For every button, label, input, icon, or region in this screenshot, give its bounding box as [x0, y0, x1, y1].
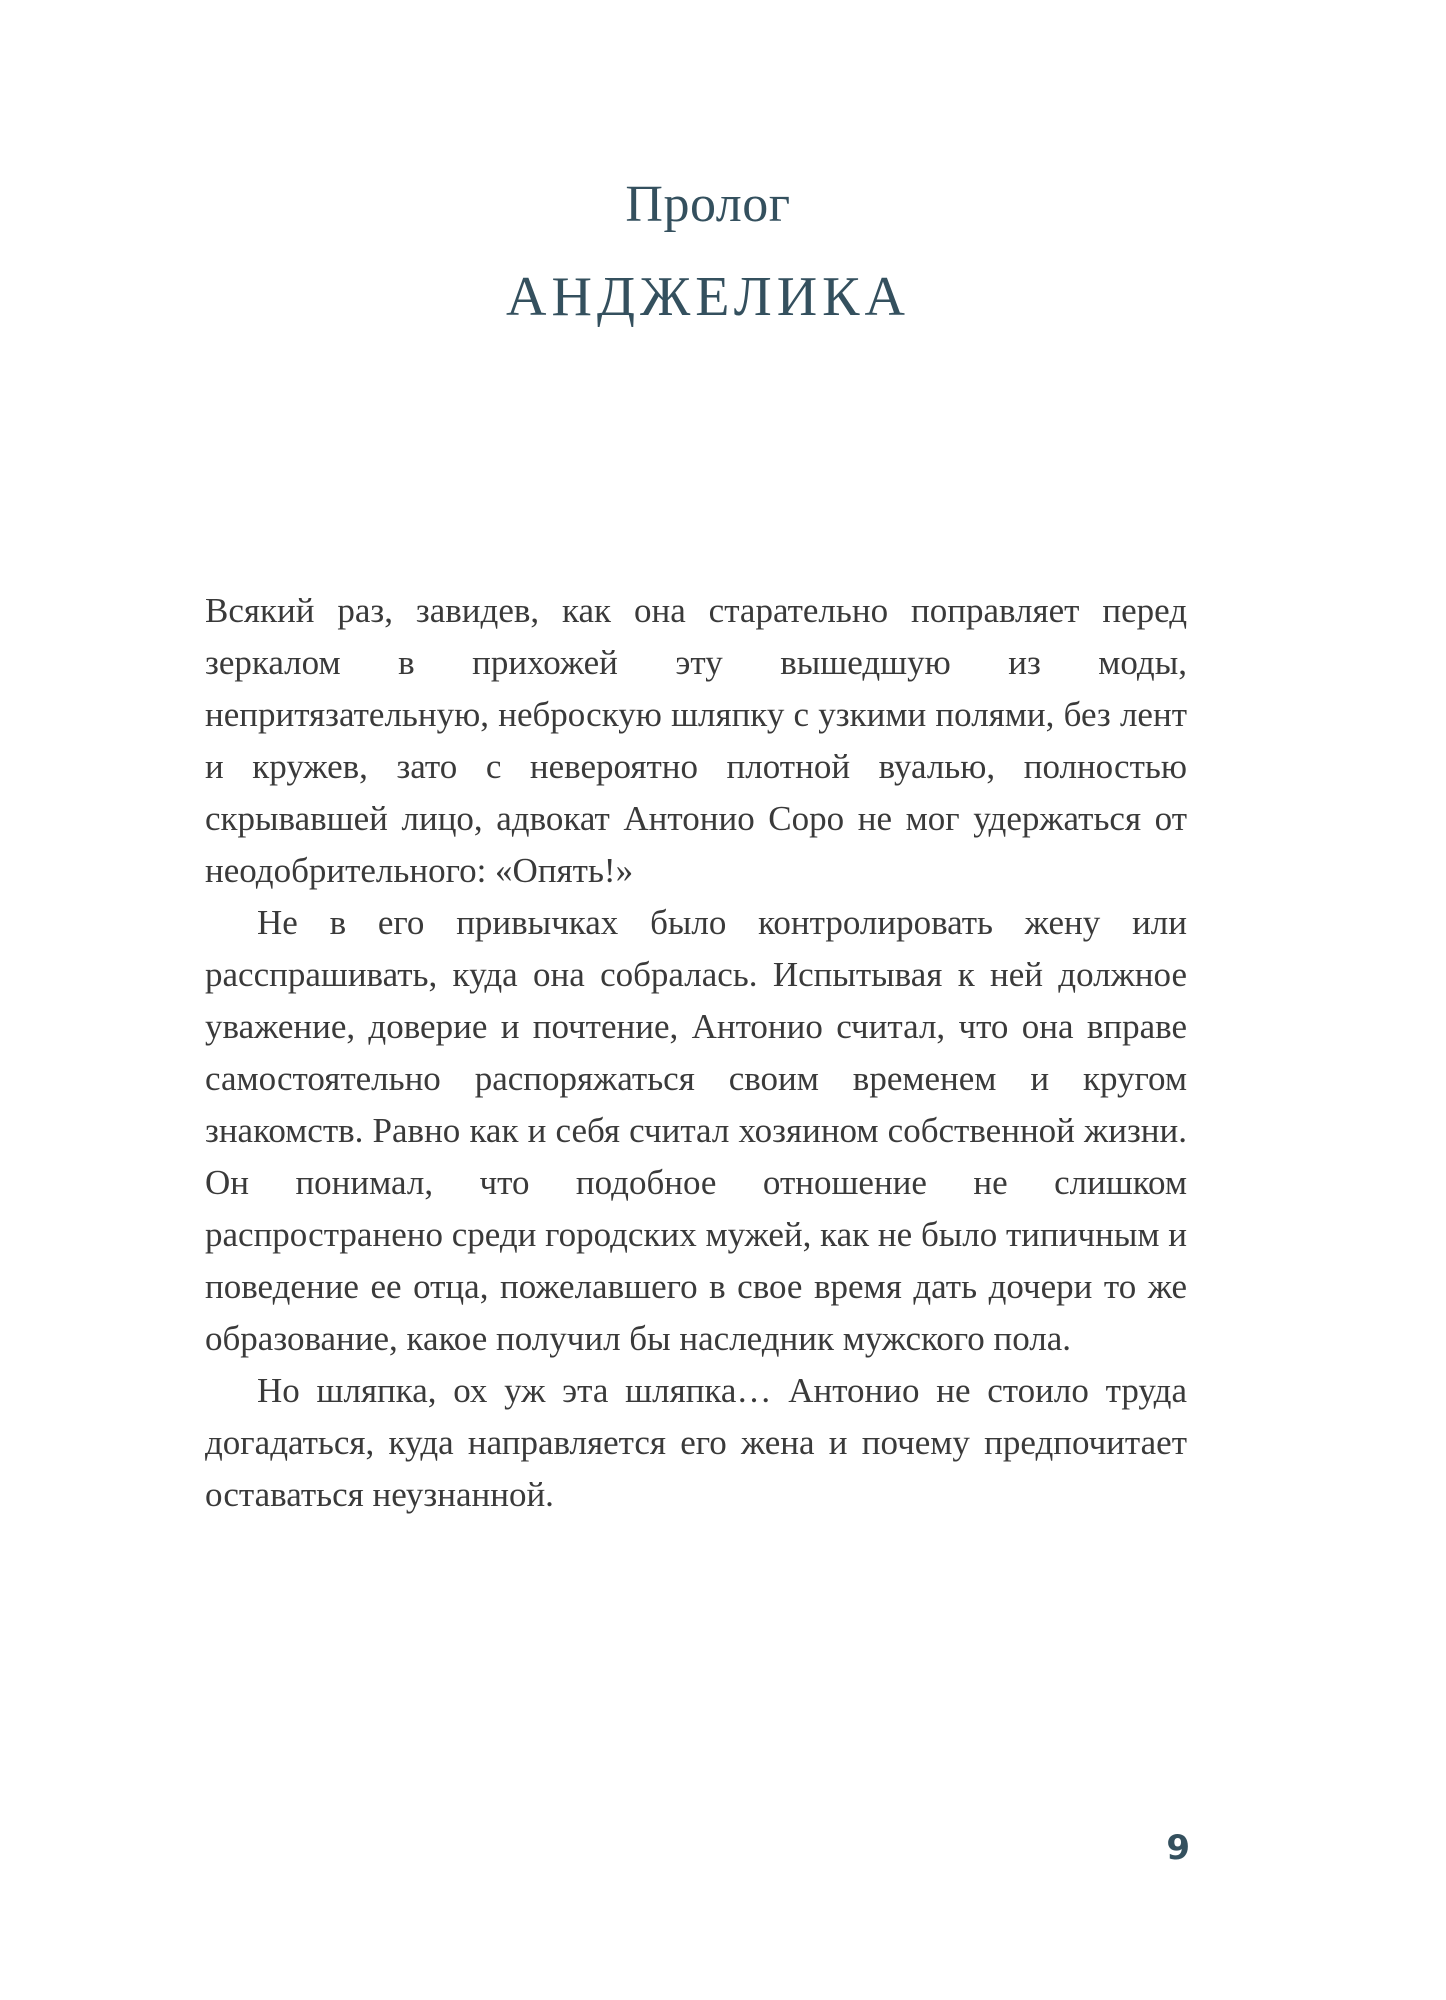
prologue-label: Пролог [625, 176, 791, 233]
paragraph-2: Не в его привычках было контролировать жену или расспрашивать, куда она собралась. Испытывая к ней должное уважение, доверие и почтение, Антонио считал, что она вправе самостоятельно распоряжаться своим временем и кругом знакомств. Равно как и себя считал хозяином собственной жизни. Он понимал, что подобное отношение не слишком распространено среди городских мужей, как не было типичным и поведение ее отца, пожелавшего в свое время дать дочери то же образование, какое получил бы наследник мужского пола. [205, 903, 1187, 1358]
chapter-heading [0, 165, 1446, 337]
page-number: 9 [1166, 1828, 1190, 1868]
paragraph-3: Но шляпка, ох уж эта шляпка… Антонио не стоило труда догадаться, куда направляется его жена и почему предпочитает оставаться неузнанной. [205, 1371, 1187, 1514]
body-text [205, 585, 1187, 1521]
paragraph-1: Всякий раз, завидев, как она старательно поправляет перед зеркалом в прихожей эту вышедшую из моды, непритязательную, неброскую шляпку с узкими полями, без лент и кружев, зато с невероятно плотной вуалью, полностью скрывавшей лицо, адвокат Антонио Соро не мог удержаться от неодобрительного: «Опять!» [205, 591, 1187, 890]
chapter-title: АНДЖЕЛИКА [506, 266, 910, 328]
